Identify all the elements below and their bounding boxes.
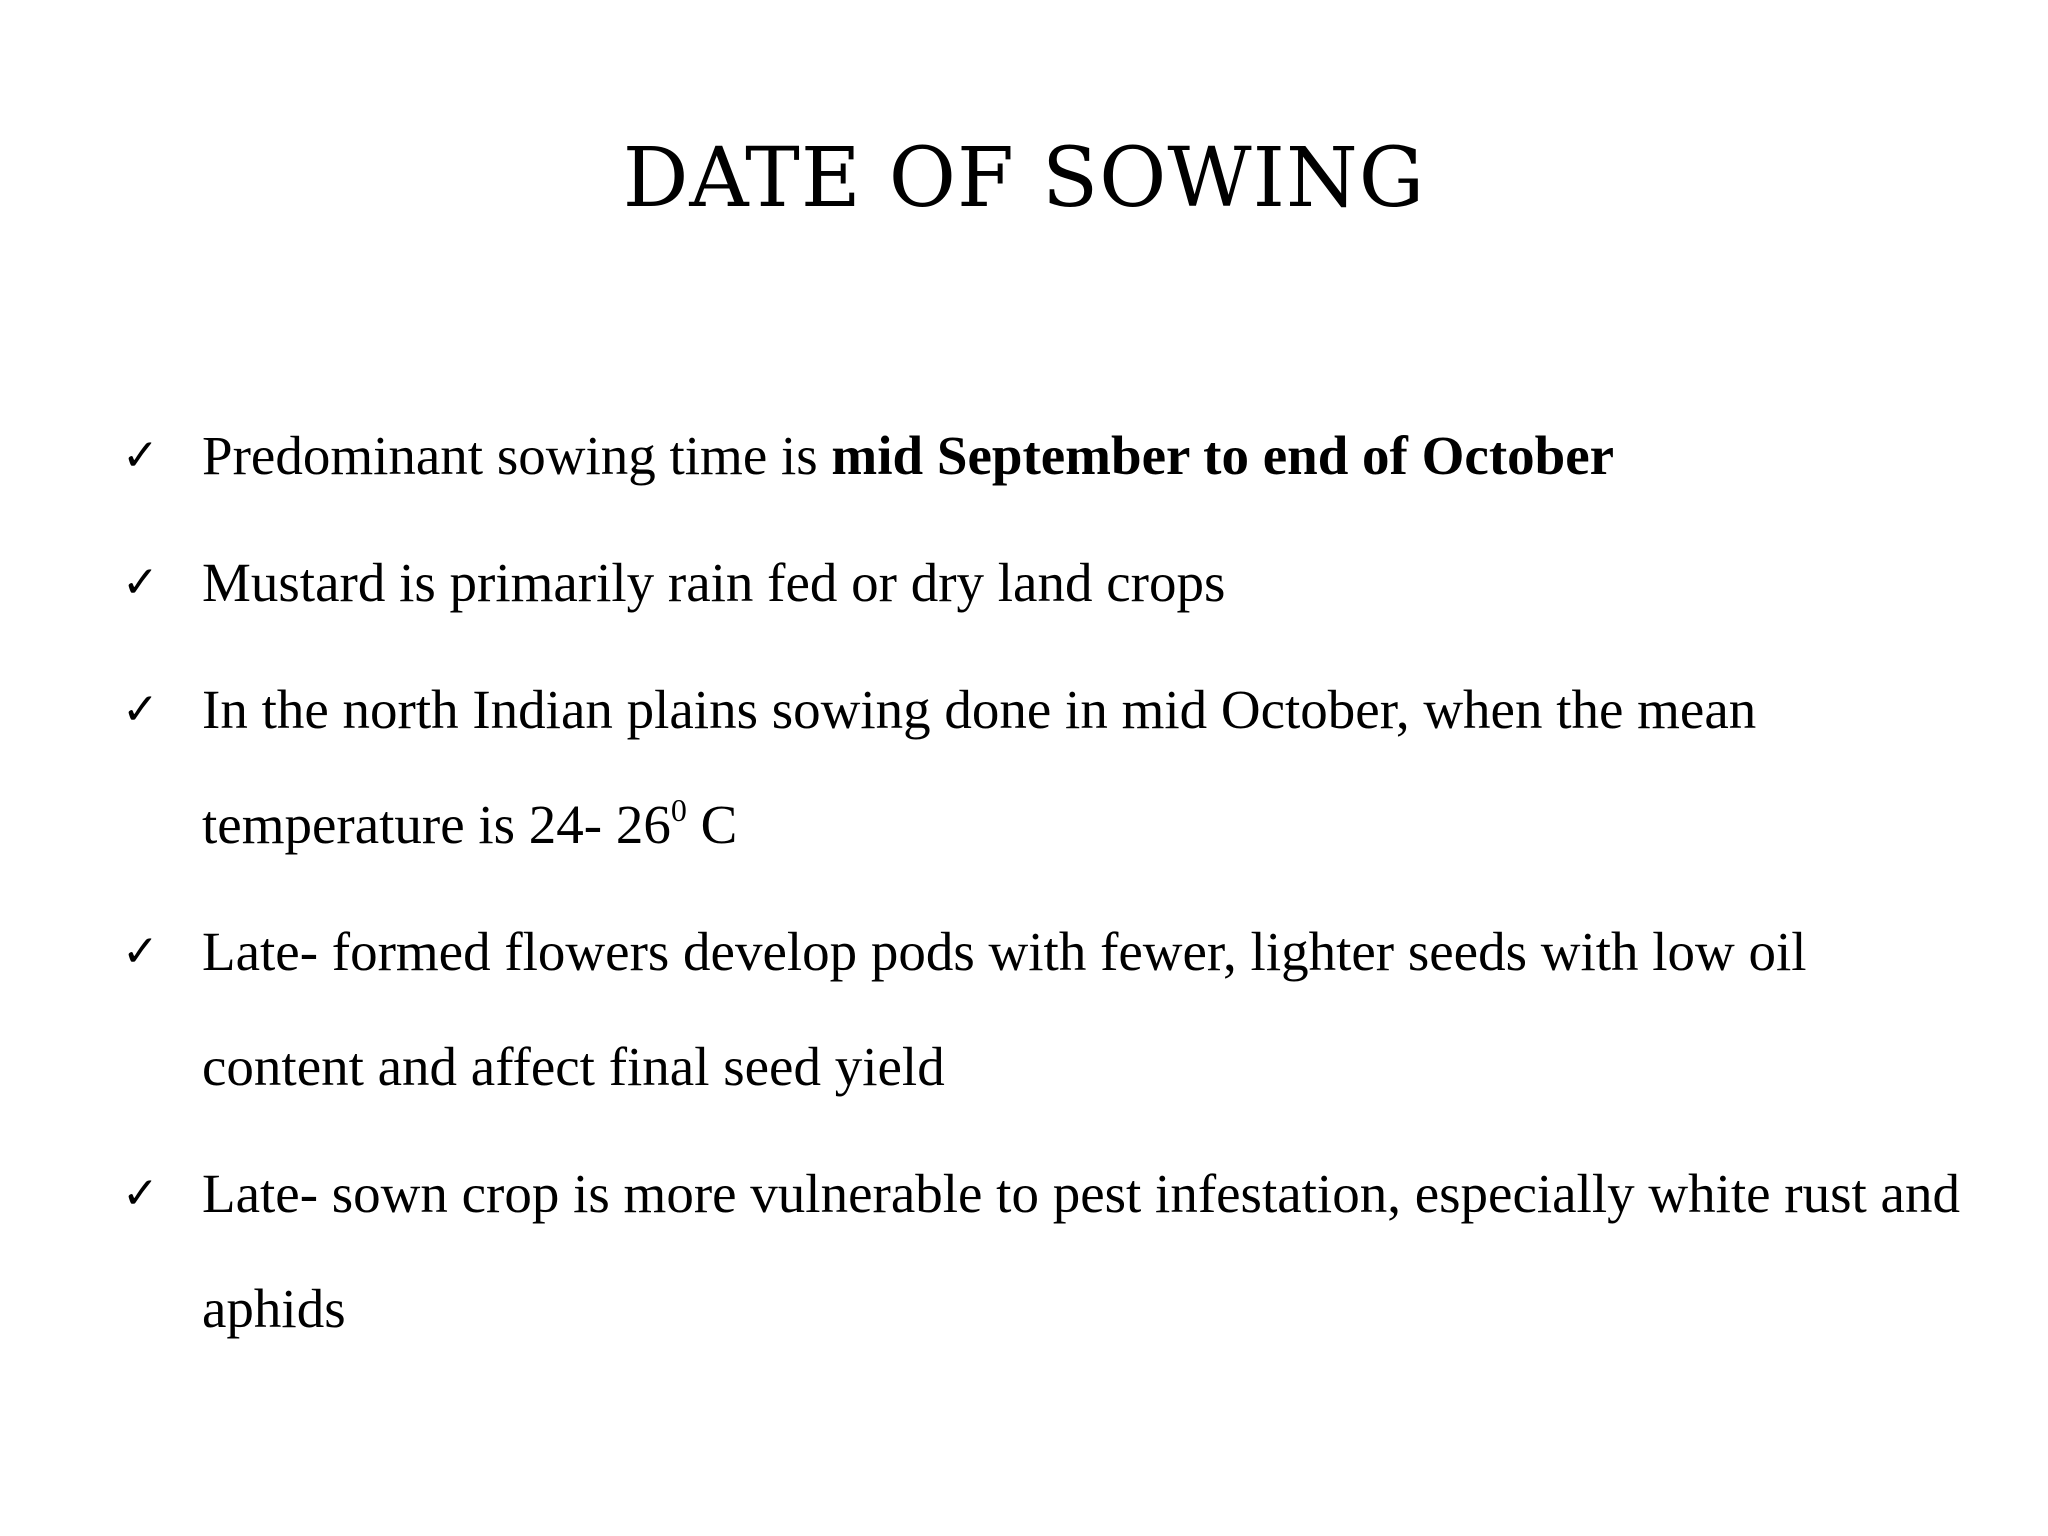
bullet-emphasis: mid September to end of October: [831, 425, 1615, 486]
check-icon: ✓: [122, 430, 159, 481]
bullet-text: Mustard is primarily rain fed or dry land crops: [202, 552, 1226, 613]
bullet-text-unit: C: [686, 794, 738, 855]
bullet-item-north-india: [122, 652, 1962, 882]
bullet-list: [122, 398, 1962, 1378]
bullet-item-late-sown: [122, 1136, 1962, 1366]
check-icon: ✓: [122, 1168, 159, 1219]
bullet-item-rain-fed: [122, 525, 1962, 640]
check-icon: ✓: [122, 684, 159, 735]
check-icon: ✓: [122, 557, 159, 608]
bullet-text: Late- formed flowers develop pods with fewer, lighter seeds with low oil content and affect final seed yield: [202, 921, 1807, 1097]
check-icon: ✓: [122, 926, 159, 977]
slide-title: DATE OF SOWING: [622, 131, 1426, 226]
bullet-text: In the north Indian plains sowing done in mid October, when the mean temperature is 24- 26: [202, 679, 1757, 855]
bullet-text: Late- sown crop is more vulnerable to pest infestation, especially white rust and aphids: [202, 1163, 1960, 1339]
bullet-text: Predominant sowing time is: [202, 425, 832, 486]
degree-superscript: 0: [670, 792, 687, 828]
bullet-item-late-flowers: [122, 894, 1962, 1124]
bullet-item-sowing-time: [122, 398, 1962, 513]
